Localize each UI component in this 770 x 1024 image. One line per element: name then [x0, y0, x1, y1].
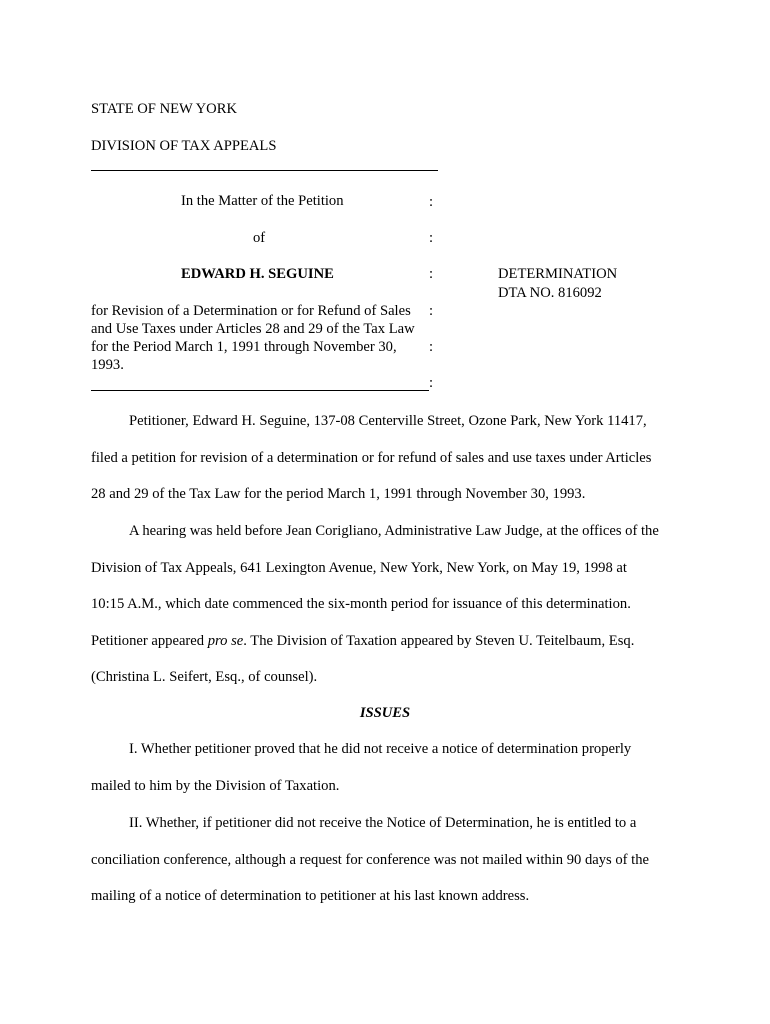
paragraph-line: Petitioner, Edward H. Seguine, 137-08 Centerville Street, Ozone Park, New York 11417, — [129, 413, 647, 429]
appearance-text: Petitioner appeared — [91, 632, 208, 649]
paragraph-line: A hearing was held before Jean Corigliano, Administrative Law Judge, at the offices of the — [129, 523, 659, 539]
issue-one — [91, 731, 681, 804]
revision-description — [91, 302, 434, 374]
state-heading: STATE OF NEW YORK — [91, 101, 237, 117]
issue-two — [91, 805, 681, 915]
revision-line: and Use Taxes under Articles 28 and 29 of the Tax Law — [91, 321, 415, 337]
caption-colon: : — [429, 303, 434, 319]
paragraph-line: conciliation conference, although a request for conference was not mailed within 90 days of the — [91, 851, 650, 868]
appearance-text: . The Division of Taxation appeared by Steven U. Teitelbaum, Esq. — [243, 632, 635, 649]
paragraph-line: 28 and 29 of the Tax Law for the period March 1, 1991 through November 30, 1993. — [91, 486, 586, 502]
petition-paragraph — [91, 403, 681, 513]
caption-colon: : — [429, 266, 434, 282]
caption-colon: : — [429, 339, 434, 355]
paragraph-line: 10:15 A.M., which date commenced the six-month period for issuance of this determination. — [91, 596, 631, 612]
caption-colon: : — [429, 230, 434, 246]
caption-bottom-rule — [91, 390, 429, 391]
pro-se-text: pro se — [207, 632, 244, 649]
issues-heading: ISSUES — [359, 705, 411, 721]
paragraph-line: I. Whether petitioner proved that he did not receive a notice of determination properly — [129, 741, 632, 757]
caption-top-rule — [91, 170, 438, 171]
hearing-paragraph — [91, 513, 681, 696]
caption-colon: : — [429, 375, 434, 391]
revision-line: for Revision of a Determination or for Refund of Sales — [91, 303, 411, 319]
in-matter-text: In the Matter of the Petition — [181, 193, 344, 209]
determination-label: DETERMINATION — [498, 266, 618, 282]
dta-number: DTA NO. 816092 — [498, 285, 602, 301]
paragraph-line: (Christina L. Seifert, Esq., of counsel). — [91, 669, 318, 685]
paragraph-line: II. Whether, if petitioner did not receive the Notice of Determination, he is entitled to a — [129, 815, 637, 831]
division-heading: DIVISION OF TAX APPEALS — [91, 138, 277, 154]
paragraph-line: Division of Tax Appeals, 641 Lexington Avenue, New York, New York, on May 19, 1998 at — [91, 559, 627, 576]
revision-line: for the Period March 1, 1991 through November 30, — [91, 339, 397, 355]
revision-line: 1993. — [91, 357, 124, 373]
paragraph-line: filed a petition for revision of a determination or for refund of sales and use taxes under Articles — [91, 449, 652, 466]
paragraph-line — [91, 623, 681, 660]
paragraph-line: mailed to him by the Division of Taxation. — [91, 777, 340, 794]
petitioner-name: EDWARD H. SEGUINE — [181, 266, 334, 282]
caption-colon: : — [429, 194, 434, 210]
paragraph-line: mailing of a notice of determination to petitioner at his last known address. — [91, 888, 530, 904]
of-text: of — [253, 230, 266, 246]
